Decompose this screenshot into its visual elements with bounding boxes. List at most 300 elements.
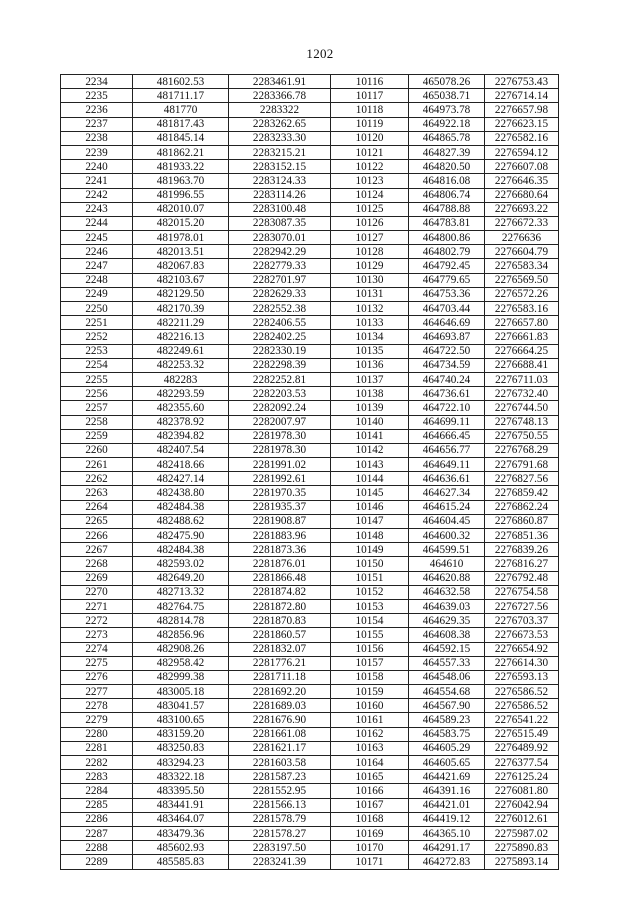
x-coordinate-left-cell: 482378.92 [133, 415, 229, 429]
point-id-right-cell: 10160 [331, 699, 409, 713]
x-coordinate-right-cell: 464567.90 [409, 699, 485, 713]
point-id-right-cell: 10128 [331, 245, 409, 259]
x-coordinate-right-cell: 464620.88 [409, 571, 485, 585]
x-coordinate-right-cell: 464599.51 [409, 543, 485, 557]
x-coordinate-right-cell: 464604.45 [409, 514, 485, 528]
table-row [61, 330, 559, 344]
x-coordinate-right-cell: 464827.39 [409, 145, 485, 159]
y-coordinate-right-cell: 2276664.25 [485, 344, 559, 358]
table-row [61, 273, 559, 287]
point-id-right-cell: 10123 [331, 174, 409, 188]
y-coordinate-right-cell: 2276851.36 [485, 529, 559, 543]
point-id-right-cell: 10154 [331, 614, 409, 628]
table-row [61, 344, 559, 358]
point-id-right-cell: 10122 [331, 160, 409, 174]
point-id-left-cell: 2249 [61, 287, 133, 301]
table-row [61, 401, 559, 415]
x-coordinate-right-cell: 464636.61 [409, 472, 485, 486]
y-coordinate-left-cell: 2281832.07 [229, 642, 331, 656]
point-id-right-cell: 10149 [331, 543, 409, 557]
point-id-left-cell: 2279 [61, 713, 133, 727]
x-coordinate-right-cell: 464391.16 [409, 784, 485, 798]
x-coordinate-right-cell: 464548.06 [409, 670, 485, 684]
y-coordinate-right-cell: 2276636 [485, 231, 559, 245]
y-coordinate-right-cell: 2276827.56 [485, 472, 559, 486]
y-coordinate-left-cell: 2281883.96 [229, 529, 331, 543]
y-coordinate-right-cell: 2276604.79 [485, 245, 559, 259]
point-id-right-cell: 10152 [331, 585, 409, 599]
x-coordinate-left-cell: 483100.65 [133, 713, 229, 727]
coordinates-table-body [61, 75, 559, 870]
point-id-left-cell: 2268 [61, 557, 133, 571]
x-coordinate-right-cell: 464806.74 [409, 188, 485, 202]
x-coordinate-right-cell: 464592.15 [409, 642, 485, 656]
x-coordinate-left-cell: 482856.96 [133, 628, 229, 642]
point-id-left-cell: 2238 [61, 131, 133, 145]
y-coordinate-right-cell: 2276569.50 [485, 273, 559, 287]
y-coordinate-right-cell: 2276012.61 [485, 812, 559, 826]
y-coordinate-right-cell: 2276515.49 [485, 727, 559, 741]
point-id-right-cell: 10158 [331, 670, 409, 684]
x-coordinate-left-cell: 483395.50 [133, 784, 229, 798]
y-coordinate-left-cell: 2281970.35 [229, 486, 331, 500]
table-row [61, 188, 559, 202]
table-row [61, 216, 559, 230]
x-coordinate-right-cell: 464656.77 [409, 443, 485, 457]
point-id-left-cell: 2288 [61, 841, 133, 855]
table-row [61, 429, 559, 443]
point-id-right-cell: 10159 [331, 685, 409, 699]
y-coordinate-left-cell: 2281603.58 [229, 756, 331, 770]
table-row [61, 812, 559, 826]
point-id-right-cell: 10129 [331, 259, 409, 273]
x-coordinate-left-cell: 482999.38 [133, 670, 229, 684]
y-coordinate-right-cell: 2276586.52 [485, 699, 559, 713]
y-coordinate-right-cell: 2276754.58 [485, 585, 559, 599]
y-coordinate-left-cell: 2283233.30 [229, 131, 331, 145]
y-coordinate-right-cell: 2276714.14 [485, 89, 559, 103]
x-coordinate-right-cell: 464722.10 [409, 401, 485, 415]
y-coordinate-right-cell: 2275890.83 [485, 841, 559, 855]
point-id-left-cell: 2289 [61, 855, 133, 869]
y-coordinate-left-cell: 2282092.24 [229, 401, 331, 415]
point-id-left-cell: 2265 [61, 514, 133, 528]
point-id-left-cell: 2237 [61, 117, 133, 131]
point-id-left-cell: 2267 [61, 543, 133, 557]
point-id-left-cell: 2277 [61, 685, 133, 699]
x-coordinate-right-cell: 464557.33 [409, 656, 485, 670]
y-coordinate-right-cell: 2276623.15 [485, 117, 559, 131]
point-id-left-cell: 2284 [61, 784, 133, 798]
point-id-left-cell: 2239 [61, 145, 133, 159]
table-row [61, 89, 559, 103]
x-coordinate-left-cell: 481770 [133, 103, 229, 117]
y-coordinate-right-cell: 2276673.53 [485, 628, 559, 642]
y-coordinate-right-cell: 2276672.33 [485, 216, 559, 230]
y-coordinate-left-cell: 2281689.03 [229, 699, 331, 713]
y-coordinate-right-cell: 2276042.94 [485, 798, 559, 812]
x-coordinate-right-cell: 464753.36 [409, 287, 485, 301]
table-row [61, 741, 559, 755]
y-coordinate-left-cell: 2281621.17 [229, 741, 331, 755]
table-row [61, 656, 559, 670]
point-id-left-cell: 2264 [61, 500, 133, 514]
y-coordinate-left-cell: 2281978.30 [229, 443, 331, 457]
y-coordinate-right-cell: 2276661.83 [485, 330, 559, 344]
point-id-right-cell: 10132 [331, 302, 409, 316]
point-id-right-cell: 10161 [331, 713, 409, 727]
point-id-right-cell: 10155 [331, 628, 409, 642]
x-coordinate-right-cell: 464421.01 [409, 798, 485, 812]
table-row [61, 443, 559, 457]
point-id-right-cell: 10156 [331, 642, 409, 656]
x-coordinate-left-cell: 481817.43 [133, 117, 229, 131]
x-coordinate-left-cell: 482010.07 [133, 202, 229, 216]
point-id-right-cell: 10147 [331, 514, 409, 528]
y-coordinate-left-cell: 2283461.91 [229, 75, 331, 89]
y-coordinate-left-cell: 2282203.53 [229, 387, 331, 401]
x-coordinate-left-cell: 481845.14 [133, 131, 229, 145]
point-id-right-cell: 10120 [331, 131, 409, 145]
x-coordinate-left-cell: 482418.66 [133, 458, 229, 472]
point-id-left-cell: 2281 [61, 741, 133, 755]
y-coordinate-left-cell: 2283197.50 [229, 841, 331, 855]
x-coordinate-right-cell: 465078.26 [409, 75, 485, 89]
y-coordinate-right-cell: 2276125.24 [485, 770, 559, 784]
y-coordinate-left-cell: 2281935.37 [229, 500, 331, 514]
point-id-left-cell: 2286 [61, 812, 133, 826]
point-id-right-cell: 10144 [331, 472, 409, 486]
y-coordinate-left-cell: 2281552.95 [229, 784, 331, 798]
x-coordinate-right-cell: 464783.81 [409, 216, 485, 230]
x-coordinate-right-cell: 464629.35 [409, 614, 485, 628]
x-coordinate-right-cell: 464639.03 [409, 599, 485, 613]
x-coordinate-right-cell: 464800.86 [409, 231, 485, 245]
y-coordinate-right-cell: 2276839.26 [485, 543, 559, 557]
point-id-left-cell: 2236 [61, 103, 133, 117]
y-coordinate-left-cell: 2283087.35 [229, 216, 331, 230]
point-id-left-cell: 2256 [61, 387, 133, 401]
point-id-right-cell: 10162 [331, 727, 409, 741]
y-coordinate-left-cell: 2281874.82 [229, 585, 331, 599]
x-coordinate-left-cell: 482484.38 [133, 500, 229, 514]
y-coordinate-right-cell: 2276614.30 [485, 656, 559, 670]
y-coordinate-right-cell: 2276594.12 [485, 145, 559, 159]
x-coordinate-left-cell: 483250.83 [133, 741, 229, 755]
y-coordinate-left-cell: 2281587.23 [229, 770, 331, 784]
point-id-left-cell: 2283 [61, 770, 133, 784]
x-coordinate-left-cell: 483005.18 [133, 685, 229, 699]
y-coordinate-right-cell: 2276748.13 [485, 415, 559, 429]
x-coordinate-left-cell: 482129.50 [133, 287, 229, 301]
x-coordinate-left-cell: 482013.51 [133, 245, 229, 259]
table-row [61, 855, 559, 869]
x-coordinate-right-cell: 464365.10 [409, 826, 485, 840]
point-id-right-cell: 10141 [331, 429, 409, 443]
point-id-left-cell: 2260 [61, 443, 133, 457]
y-coordinate-right-cell: 2276607.08 [485, 160, 559, 174]
y-coordinate-left-cell: 2281866.48 [229, 571, 331, 585]
x-coordinate-right-cell: 464610 [409, 557, 485, 571]
y-coordinate-right-cell: 2276688.41 [485, 358, 559, 372]
x-coordinate-left-cell: 482649.20 [133, 571, 229, 585]
x-coordinate-left-cell: 482394.82 [133, 429, 229, 443]
point-id-left-cell: 2257 [61, 401, 133, 415]
x-coordinate-left-cell: 481933.22 [133, 160, 229, 174]
x-coordinate-right-cell: 464736.61 [409, 387, 485, 401]
y-coordinate-right-cell: 2276750.55 [485, 429, 559, 443]
y-coordinate-left-cell: 2282406.55 [229, 316, 331, 330]
point-id-left-cell: 2259 [61, 429, 133, 443]
y-coordinate-left-cell: 2283241.39 [229, 855, 331, 869]
page-number: 1202 [306, 46, 334, 61]
point-id-left-cell: 2263 [61, 486, 133, 500]
point-id-right-cell: 10134 [331, 330, 409, 344]
x-coordinate-right-cell: 464554.68 [409, 685, 485, 699]
y-coordinate-right-cell: 2276657.80 [485, 316, 559, 330]
point-id-right-cell: 10121 [331, 145, 409, 159]
point-id-left-cell: 2240 [61, 160, 133, 174]
y-coordinate-left-cell: 2281578.79 [229, 812, 331, 826]
table-row [61, 160, 559, 174]
table-row [61, 145, 559, 159]
y-coordinate-right-cell: 2276582.16 [485, 131, 559, 145]
x-coordinate-left-cell: 481862.21 [133, 145, 229, 159]
point-id-left-cell: 2241 [61, 174, 133, 188]
point-id-right-cell: 10126 [331, 216, 409, 230]
x-coordinate-left-cell: 482355.60 [133, 401, 229, 415]
table-row [61, 259, 559, 273]
y-coordinate-left-cell: 2282701.97 [229, 273, 331, 287]
point-id-left-cell: 2270 [61, 585, 133, 599]
x-coordinate-left-cell: 481963.70 [133, 174, 229, 188]
point-id-left-cell: 2245 [61, 231, 133, 245]
x-coordinate-left-cell: 482593.02 [133, 557, 229, 571]
y-coordinate-right-cell: 2276732.40 [485, 387, 559, 401]
y-coordinate-left-cell: 2281711.18 [229, 670, 331, 684]
point-id-right-cell: 10167 [331, 798, 409, 812]
y-coordinate-right-cell: 2276377.54 [485, 756, 559, 770]
table-row [61, 699, 559, 713]
x-coordinate-right-cell: 464922.18 [409, 117, 485, 131]
y-coordinate-left-cell: 2283262.65 [229, 117, 331, 131]
x-coordinate-left-cell: 482488.62 [133, 514, 229, 528]
y-coordinate-right-cell: 2276703.37 [485, 614, 559, 628]
x-coordinate-right-cell: 464421.69 [409, 770, 485, 784]
table-row [61, 599, 559, 613]
x-coordinate-left-cell: 482407.54 [133, 443, 229, 457]
x-coordinate-left-cell: 482015.20 [133, 216, 229, 230]
table-row [61, 387, 559, 401]
y-coordinate-left-cell: 2283322 [229, 103, 331, 117]
y-coordinate-right-cell: 2276816.27 [485, 557, 559, 571]
x-coordinate-left-cell: 483441.91 [133, 798, 229, 812]
point-id-right-cell: 10118 [331, 103, 409, 117]
x-coordinate-left-cell: 482958.42 [133, 656, 229, 670]
y-coordinate-left-cell: 2281870.83 [229, 614, 331, 628]
table-row [61, 358, 559, 372]
point-id-right-cell: 10139 [331, 401, 409, 415]
table-row [61, 798, 559, 812]
point-id-right-cell: 10171 [331, 855, 409, 869]
point-id-left-cell: 2246 [61, 245, 133, 259]
point-id-left-cell: 2248 [61, 273, 133, 287]
point-id-right-cell: 10124 [331, 188, 409, 202]
table-row [61, 713, 559, 727]
point-id-right-cell: 10130 [331, 273, 409, 287]
table-row [61, 756, 559, 770]
table-row [61, 628, 559, 642]
y-coordinate-left-cell: 2282252.81 [229, 372, 331, 386]
y-coordinate-right-cell: 2276862.24 [485, 500, 559, 514]
point-id-right-cell: 10165 [331, 770, 409, 784]
point-id-right-cell: 10116 [331, 75, 409, 89]
point-id-right-cell: 10151 [331, 571, 409, 585]
table-row [61, 826, 559, 840]
point-id-left-cell: 2258 [61, 415, 133, 429]
point-id-right-cell: 10138 [331, 387, 409, 401]
table-row [61, 372, 559, 386]
y-coordinate-right-cell: 2275987.02 [485, 826, 559, 840]
y-coordinate-left-cell: 2281661.08 [229, 727, 331, 741]
y-coordinate-right-cell: 2276680.64 [485, 188, 559, 202]
point-id-right-cell: 10170 [331, 841, 409, 855]
point-id-right-cell: 10146 [331, 500, 409, 514]
x-coordinate-right-cell: 464693.87 [409, 330, 485, 344]
table-row [61, 557, 559, 571]
table-row [61, 571, 559, 585]
x-coordinate-right-cell: 464740.24 [409, 372, 485, 386]
point-id-left-cell: 2250 [61, 302, 133, 316]
y-coordinate-left-cell: 2283070.01 [229, 231, 331, 245]
y-coordinate-left-cell: 2281873.36 [229, 543, 331, 557]
point-id-right-cell: 10169 [331, 826, 409, 840]
point-id-left-cell: 2269 [61, 571, 133, 585]
point-id-right-cell: 10163 [331, 741, 409, 755]
x-coordinate-left-cell: 485602.93 [133, 841, 229, 855]
y-coordinate-left-cell: 2281992.61 [229, 472, 331, 486]
table-row [61, 841, 559, 855]
table-row [61, 727, 559, 741]
y-coordinate-left-cell: 2282779.33 [229, 259, 331, 273]
y-coordinate-left-cell: 2281676.90 [229, 713, 331, 727]
point-id-right-cell: 10150 [331, 557, 409, 571]
x-coordinate-left-cell: 482216.13 [133, 330, 229, 344]
point-id-left-cell: 2255 [61, 372, 133, 386]
point-id-left-cell: 2247 [61, 259, 133, 273]
y-coordinate-left-cell: 2281991.02 [229, 458, 331, 472]
y-coordinate-right-cell: 2276646.35 [485, 174, 559, 188]
x-coordinate-left-cell: 482908.26 [133, 642, 229, 656]
x-coordinate-left-cell: 482475.90 [133, 529, 229, 543]
x-coordinate-right-cell: 464605.29 [409, 741, 485, 755]
x-coordinate-left-cell: 483322.18 [133, 770, 229, 784]
point-id-right-cell: 10137 [331, 372, 409, 386]
point-id-left-cell: 2252 [61, 330, 133, 344]
y-coordinate-left-cell: 2283215.21 [229, 145, 331, 159]
x-coordinate-right-cell: 464615.24 [409, 500, 485, 514]
x-coordinate-right-cell: 464816.08 [409, 174, 485, 188]
x-coordinate-left-cell: 483464.07 [133, 812, 229, 826]
y-coordinate-left-cell: 2281872.80 [229, 599, 331, 613]
point-id-right-cell: 10119 [331, 117, 409, 131]
point-id-left-cell: 2251 [61, 316, 133, 330]
point-id-right-cell: 10153 [331, 599, 409, 613]
y-coordinate-right-cell: 2276583.16 [485, 302, 559, 316]
table-row [61, 514, 559, 528]
point-id-left-cell: 2253 [61, 344, 133, 358]
x-coordinate-left-cell: 482293.59 [133, 387, 229, 401]
table-row [61, 202, 559, 216]
point-id-right-cell: 10168 [331, 812, 409, 826]
point-id-right-cell: 10133 [331, 316, 409, 330]
x-coordinate-right-cell: 464589.23 [409, 713, 485, 727]
point-id-right-cell: 10135 [331, 344, 409, 358]
y-coordinate-right-cell: 2276860.87 [485, 514, 559, 528]
point-id-right-cell: 10127 [331, 231, 409, 245]
y-coordinate-right-cell: 2276792.48 [485, 571, 559, 585]
y-coordinate-left-cell: 2282629.33 [229, 287, 331, 301]
point-id-right-cell: 10131 [331, 287, 409, 301]
point-id-right-cell: 10140 [331, 415, 409, 429]
point-id-left-cell: 2274 [61, 642, 133, 656]
y-coordinate-right-cell: 2276753.43 [485, 75, 559, 89]
x-coordinate-left-cell: 482814.78 [133, 614, 229, 628]
point-id-left-cell: 2266 [61, 529, 133, 543]
x-coordinate-right-cell: 464699.11 [409, 415, 485, 429]
x-coordinate-right-cell: 464802.79 [409, 245, 485, 259]
y-coordinate-right-cell: 2276654.92 [485, 642, 559, 656]
table-row [61, 245, 559, 259]
x-coordinate-left-cell: 482438.80 [133, 486, 229, 500]
coordinates-table [60, 74, 559, 870]
table-row [61, 316, 559, 330]
x-coordinate-left-cell: 481978.01 [133, 231, 229, 245]
x-coordinate-left-cell: 483041.57 [133, 699, 229, 713]
y-coordinate-left-cell: 2282007.97 [229, 415, 331, 429]
x-coordinate-left-cell: 482427.14 [133, 472, 229, 486]
x-coordinate-left-cell: 482283 [133, 372, 229, 386]
point-id-left-cell: 2278 [61, 699, 133, 713]
point-id-right-cell: 10125 [331, 202, 409, 216]
table-row [61, 670, 559, 684]
table-row [61, 472, 559, 486]
table-row [61, 174, 559, 188]
table-row [61, 486, 559, 500]
x-coordinate-right-cell: 464600.32 [409, 529, 485, 543]
table-row [61, 302, 559, 316]
x-coordinate-right-cell: 464419.12 [409, 812, 485, 826]
y-coordinate-left-cell: 2282298.39 [229, 358, 331, 372]
x-coordinate-left-cell: 483294.23 [133, 756, 229, 770]
table-row [61, 500, 559, 514]
point-id-left-cell: 2272 [61, 614, 133, 628]
y-coordinate-left-cell: 2281978.30 [229, 429, 331, 443]
x-coordinate-left-cell: 481711.17 [133, 89, 229, 103]
x-coordinate-right-cell: 464632.58 [409, 585, 485, 599]
y-coordinate-right-cell: 2276744.50 [485, 401, 559, 415]
point-id-left-cell: 2234 [61, 75, 133, 89]
x-coordinate-right-cell: 464792.45 [409, 259, 485, 273]
y-coordinate-right-cell: 2276859.42 [485, 486, 559, 500]
point-id-left-cell: 2273 [61, 628, 133, 642]
x-coordinate-right-cell: 464779.65 [409, 273, 485, 287]
y-coordinate-right-cell: 2276657.98 [485, 103, 559, 117]
y-coordinate-left-cell: 2281692.20 [229, 685, 331, 699]
table-row [61, 614, 559, 628]
y-coordinate-right-cell: 2276768.29 [485, 443, 559, 457]
point-id-left-cell: 2254 [61, 358, 133, 372]
